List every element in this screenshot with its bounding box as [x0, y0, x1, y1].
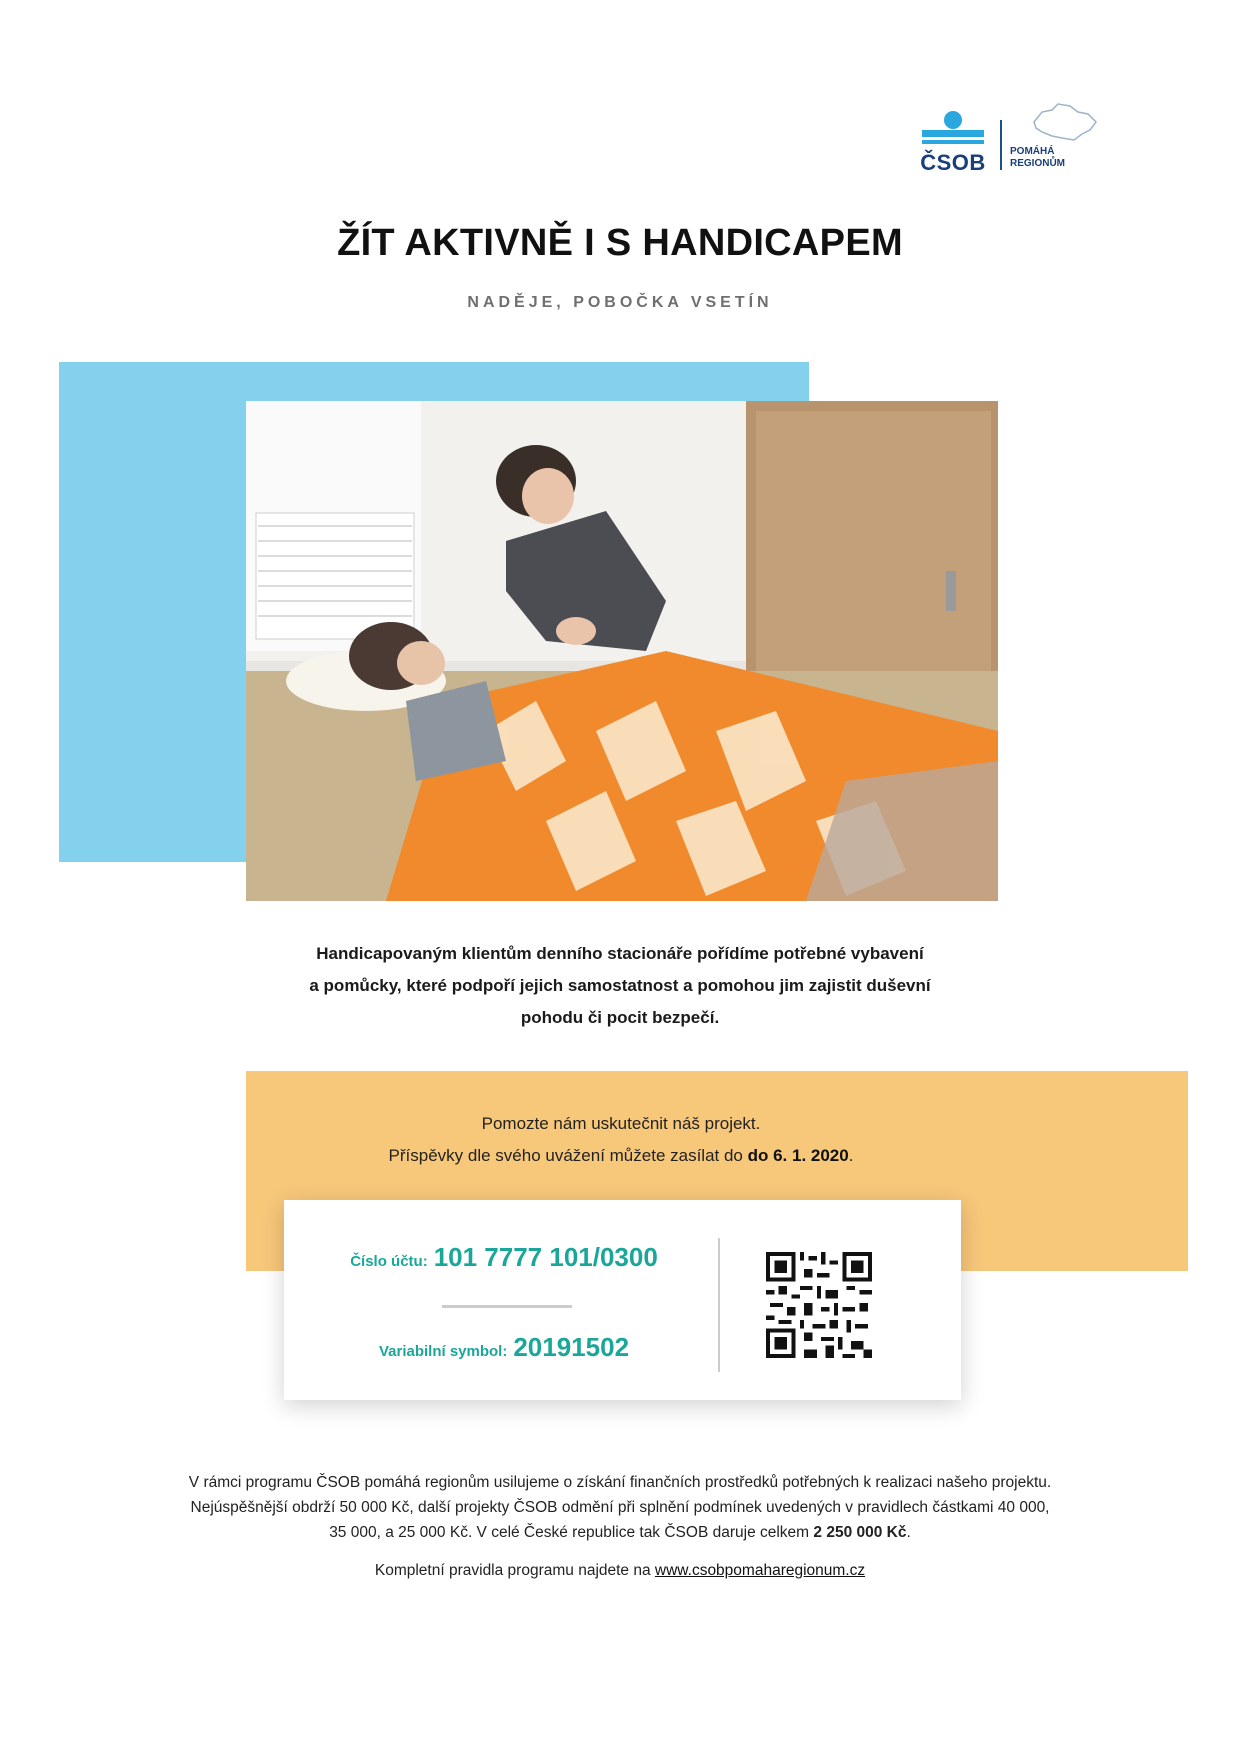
call-to-action — [246, 1108, 996, 1172]
cta-deadline: do 6. 1. 2020 — [747, 1146, 849, 1165]
cta-line-2 — [246, 1140, 996, 1172]
cta-line-1: Pomozte nám uskutečnit náš projekt. — [481, 1114, 761, 1133]
brand-name: ČSOB — [920, 150, 986, 175]
card-divider-vertical — [718, 1238, 720, 1372]
slogan-line-2: REGIONŮM — [1010, 158, 1065, 169]
rules-link[interactable]: www.csobpomaharegionum.cz — [654, 1562, 866, 1579]
program-info — [60, 1470, 1180, 1545]
logo-divider — [1000, 120, 1002, 170]
description-line-3: pohodu či pocit bezpečí. — [520, 1008, 720, 1027]
qr-code-icon — [766, 1252, 872, 1358]
page-title: ŽÍT AKTIVNĚ I S HANDICAPEM — [337, 222, 903, 264]
project-description — [250, 938, 990, 1034]
description-line-1: Handicapovaným klientům denního stacionáře pořídíme potřebné vybavení — [316, 944, 924, 963]
rules-text: Kompletní pravidla programu najdete na — [374, 1562, 655, 1579]
description-line-2: a pomůcky, které podpoří jejich samostatnost a pomohou jim zajistit duševní — [309, 976, 931, 995]
czech-map-icon — [1028, 100, 1100, 150]
rules-note — [0, 1562, 1240, 1580]
program-info-line-3-end: . — [906, 1524, 911, 1541]
card-divider-horizontal — [442, 1305, 572, 1308]
account-row — [284, 1242, 724, 1273]
variable-symbol-row — [284, 1332, 724, 1363]
logo-slogan — [1010, 146, 1065, 170]
page-subtitle: NADĚJE, POBOČKA VSETÍN — [467, 294, 773, 311]
variable-symbol-label: Variabilní symbol: — [378, 1343, 508, 1360]
csob-logo — [918, 108, 1098, 178]
program-info-line-3-text: 35 000, a 25 000 Kč. V celé České republice tak ČSOB daruje celkem — [329, 1524, 814, 1541]
variable-symbol-value: 20191502 — [513, 1332, 630, 1362]
account-label: Číslo účtu: — [350, 1253, 428, 1270]
program-info-line-2: Nejúspěšnější obdrží 50 000 Kč, další projekty ČSOB odmění při splnění podmínek uvedených v pravidlech částkami 40 000, — [190, 1499, 1050, 1516]
photo-illustration — [246, 401, 998, 901]
project-photo — [246, 401, 998, 901]
cta-line-2-text: Příspěvky dle svého uvážení můžete zasílat do — [388, 1146, 748, 1165]
account-number: 101 7777 101/0300 — [433, 1242, 658, 1272]
program-info-line-3 — [60, 1520, 1180, 1545]
total-donation-amount: 2 250 000 Kč — [813, 1524, 907, 1541]
payment-card — [284, 1200, 961, 1400]
program-info-line-1: V rámci programu ČSOB pomáhá regionům usilujeme o získání finančních prostředků potřebných k realizaci našeho projektu. — [188, 1474, 1052, 1491]
cta-line-2-end: . — [848, 1146, 854, 1165]
slogan-line-1: POMÁHÁ — [1010, 146, 1055, 157]
